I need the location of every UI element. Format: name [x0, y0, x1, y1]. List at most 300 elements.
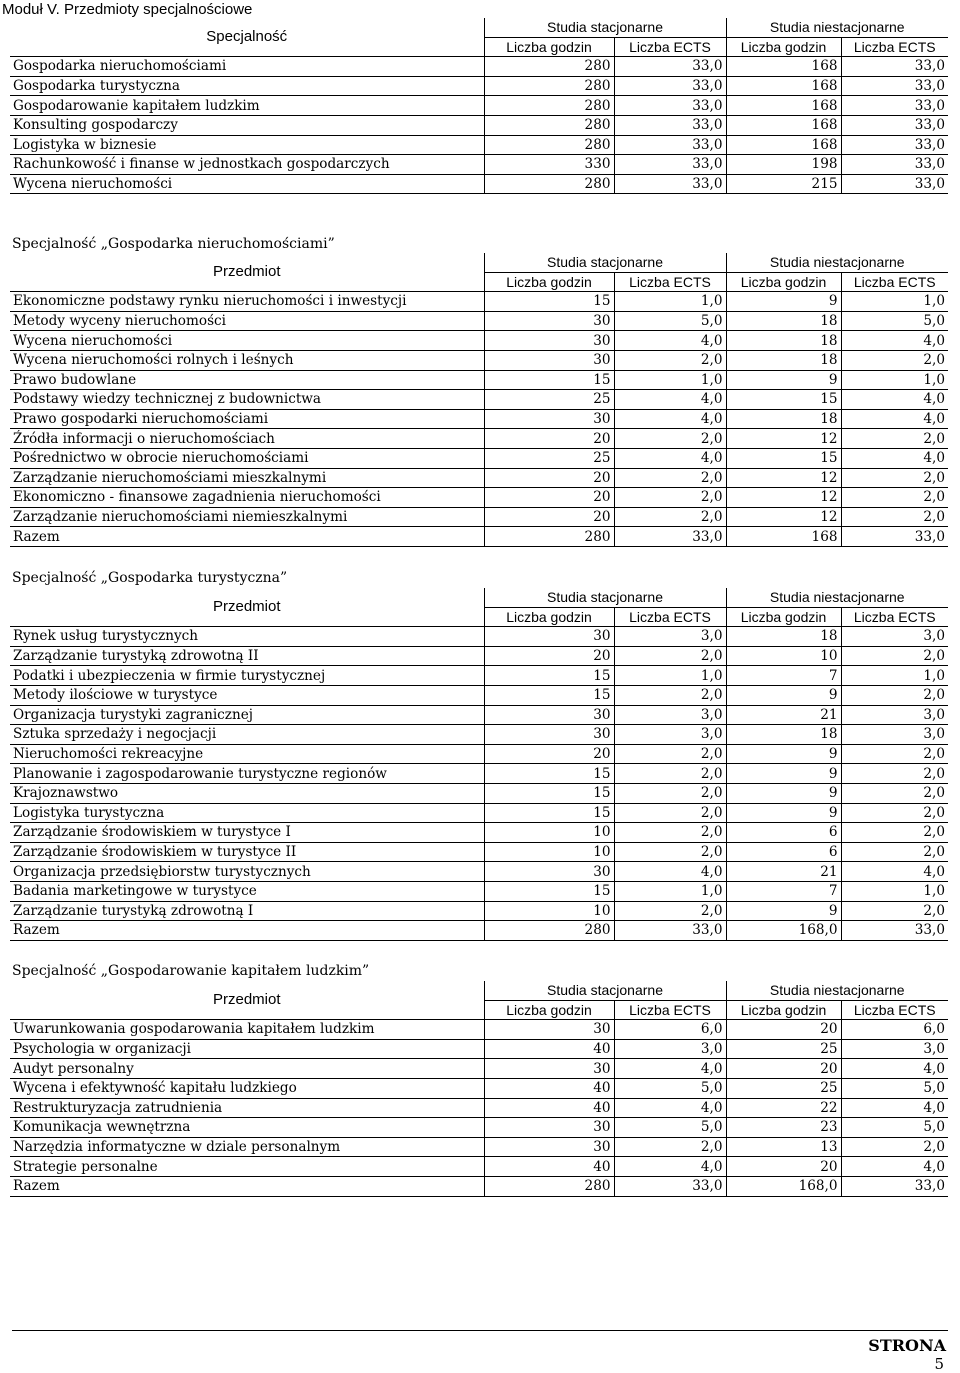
row-value: 18 [726, 331, 841, 351]
row-value: 2,0 [841, 429, 948, 449]
header-przedmiot: Przedmiot [212, 598, 281, 616]
row-label: Audyt personalny [10, 1059, 484, 1079]
row-value: 10 [726, 646, 841, 666]
header-stacjonarne: Studia stacjonarne [484, 981, 726, 1000]
row-value: 5,0 [841, 1118, 948, 1138]
row-value: 30 [484, 331, 614, 351]
row-value: 3,0 [841, 725, 948, 745]
row-value: 2,0 [614, 803, 726, 823]
summary-table [10, 18, 948, 194]
row-value: 15 [484, 881, 614, 901]
row-value: 25 [726, 1039, 841, 1059]
table-row [10, 803, 948, 823]
row-value: 5,0 [614, 1118, 726, 1138]
row-value: 2,0 [614, 901, 726, 921]
row-label: Podatki i ubezpieczenia w firmie turystycznej [10, 666, 484, 686]
row-value: 168,0 [726, 921, 841, 941]
row-value: 33,0 [841, 135, 948, 155]
row-value: 2,0 [614, 1137, 726, 1157]
row-value: 33,0 [614, 921, 726, 941]
table-row [10, 527, 948, 547]
header-przedmiot: Przedmiot [212, 263, 281, 281]
row-label: Psychologia w organizacji [10, 1039, 484, 1059]
row-label: Restrukturyzacja zatrudnienia [10, 1098, 484, 1118]
row-value: 33,0 [841, 527, 948, 547]
row-value: 4,0 [841, 448, 948, 468]
header-ects: Liczba ECTS [614, 607, 726, 627]
row-value: 5,0 [841, 1078, 948, 1098]
row-label: Logistyka turystyczna [10, 803, 484, 823]
row-value: 4,0 [614, 331, 726, 351]
row-label: Rynek usług turystycznych [10, 627, 484, 647]
row-label: Metody ilościowe w turystyce [10, 685, 484, 705]
row-value: 2,0 [841, 1137, 948, 1157]
row-value: 23 [726, 1118, 841, 1138]
row-value: 33,0 [614, 155, 726, 175]
row-value: 6,0 [841, 1020, 948, 1040]
row-value: 168 [726, 527, 841, 547]
row-label: Komunikacja wewnętrzna [10, 1118, 484, 1138]
header-godzin: Liczba godzin [484, 607, 614, 627]
row-value: 33,0 [841, 921, 948, 941]
row-value: 280 [484, 921, 614, 941]
row-value: 4,0 [841, 390, 948, 410]
row-value: 280 [484, 1176, 614, 1196]
row-value: 33,0 [614, 115, 726, 135]
row-value: 2,0 [614, 507, 726, 527]
row-value: 15 [484, 783, 614, 803]
row-value: 40 [484, 1157, 614, 1177]
row-value: 20 [726, 1059, 841, 1079]
table-row [10, 409, 948, 429]
page-title: Moduł V. Przedmioty specjalnościowe [2, 1, 253, 18]
row-value: 1,0 [614, 881, 726, 901]
row-value: 3,0 [841, 1039, 948, 1059]
row-value: 1,0 [614, 370, 726, 390]
row-label: Wycena nieruchomości [10, 174, 484, 194]
row-value: 33,0 [841, 57, 948, 77]
row-label: Konsulting gospodarczy [10, 115, 484, 135]
row-value: 33,0 [614, 57, 726, 77]
table-row [10, 1059, 948, 1079]
header-godzin: Liczba godzin [726, 37, 841, 57]
table-body [10, 1020, 948, 1196]
row-value: 30 [484, 311, 614, 331]
row-label: Gospodarowanie kapitałem ludzkim [10, 96, 484, 116]
header-ects: Liczba ECTS [841, 1000, 948, 1020]
header-specjalnosc: Specjalność [206, 28, 288, 46]
row-value: 20 [484, 744, 614, 764]
row-value: 30 [484, 862, 614, 882]
table-row [10, 57, 948, 77]
row-value: 33,0 [614, 527, 726, 547]
table-turystyka [10, 588, 948, 941]
table-row [10, 135, 948, 155]
row-value: 2,0 [614, 429, 726, 449]
row-value: 6 [726, 823, 841, 843]
header-godzin: Liczba godzin [484, 1000, 614, 1020]
row-value: 2,0 [841, 744, 948, 764]
row-label: Zarządzanie środowiskiem w turystyce I [10, 823, 484, 843]
row-label: Gospodarka nieruchomościami [10, 57, 484, 77]
header-niestacjonarne: Studia niestacjonarne [726, 18, 948, 37]
row-value: 215 [726, 174, 841, 194]
row-value: 2,0 [841, 350, 948, 370]
row-label: Wycena nieruchomości [10, 331, 484, 351]
row-value: 2,0 [841, 783, 948, 803]
row-value: 30 [484, 1059, 614, 1079]
row-value: 280 [484, 57, 614, 77]
row-value: 33,0 [841, 155, 948, 175]
row-value: 3,0 [614, 1039, 726, 1059]
row-value: 13 [726, 1137, 841, 1157]
row-value: 330 [484, 155, 614, 175]
row-value: 280 [484, 115, 614, 135]
row-value: 9 [726, 901, 841, 921]
row-value: 2,0 [841, 507, 948, 527]
row-value: 25 [726, 1078, 841, 1098]
row-value: 168 [726, 57, 841, 77]
row-value: 33,0 [841, 1176, 948, 1196]
row-label: Badania marketingowe w turystyce [10, 881, 484, 901]
row-value: 4,0 [841, 331, 948, 351]
row-value: 15 [484, 666, 614, 686]
row-value: 18 [726, 350, 841, 370]
row-value: 2,0 [841, 468, 948, 488]
table-row [10, 1137, 948, 1157]
row-value: 5,0 [614, 1078, 726, 1098]
header-ects: Liczba ECTS [841, 37, 948, 57]
table-row [10, 744, 948, 764]
row-value: 15 [484, 370, 614, 390]
row-value: 21 [726, 705, 841, 725]
header-ects: Liczba ECTS [614, 272, 726, 292]
section-title-nieruchomosci: Specjalność „Gospodarka nieruchomościami” [12, 236, 335, 252]
row-value: 9 [726, 764, 841, 784]
table-row [10, 1098, 948, 1118]
row-value: 168 [726, 96, 841, 116]
header-ects: Liczba ECTS [841, 607, 948, 627]
row-value: 20 [484, 507, 614, 527]
table-row [10, 646, 948, 666]
row-value: 2,0 [841, 646, 948, 666]
row-label: Razem [10, 921, 484, 941]
row-label: Prawo budowlane [10, 370, 484, 390]
table-row [10, 764, 948, 784]
row-value: 18 [726, 311, 841, 331]
header-godzin: Liczba godzin [484, 272, 614, 292]
row-value: 3,0 [614, 627, 726, 647]
row-value: 3,0 [614, 725, 726, 745]
row-label: Metody wyceny nieruchomości [10, 311, 484, 331]
row-value: 168 [726, 76, 841, 96]
row-value: 33,0 [614, 96, 726, 116]
row-label: Źródła informacji o nieruchomościach [10, 429, 484, 449]
footer-page-label: STRONA [868, 1336, 946, 1355]
section-title-kapital: Specjalność „Gospodarowanie kapitałem ludzkim” [12, 963, 370, 979]
row-value: 30 [484, 627, 614, 647]
row-value: 4,0 [614, 862, 726, 882]
row-value: 2,0 [614, 350, 726, 370]
row-label: Podstawy wiedzy technicznej z budownictwa [10, 390, 484, 410]
header-stacjonarne: Studia stacjonarne [484, 588, 726, 607]
row-value: 15 [484, 685, 614, 705]
row-value: 2,0 [841, 842, 948, 862]
row-label: Narzędzia informatyczne w dziale personalnym [10, 1137, 484, 1157]
footer-page-number: 5 [934, 1355, 944, 1373]
summary-body [10, 57, 948, 194]
table-row [10, 842, 948, 862]
row-label: Sztuka sprzedaży i negocjacji [10, 725, 484, 745]
row-label: Rachunkowość i finanse w jednostkach gospodarczych [10, 155, 484, 175]
table-row [10, 705, 948, 725]
row-value: 9 [726, 744, 841, 764]
row-value: 2,0 [841, 901, 948, 921]
row-value: 198 [726, 155, 841, 175]
row-value: 280 [484, 174, 614, 194]
row-value: 1,0 [614, 292, 726, 312]
header-przedmiot: Przedmiot [212, 991, 281, 1009]
table-nieruchomosci [10, 253, 948, 547]
row-value: 20 [484, 468, 614, 488]
row-value: 1,0 [841, 292, 948, 312]
row-value: 33,0 [841, 96, 948, 116]
header-ects: Liczba ECTS [841, 272, 948, 292]
row-value: 25 [484, 448, 614, 468]
row-value: 4,0 [614, 390, 726, 410]
row-value: 2,0 [614, 488, 726, 508]
row-value: 4,0 [841, 862, 948, 882]
table-row [10, 1157, 948, 1177]
table-row [10, 881, 948, 901]
row-value: 18 [726, 627, 841, 647]
row-value: 15 [484, 292, 614, 312]
header-niestacjonarne: Studia niestacjonarne [726, 588, 948, 607]
header-ects: Liczba ECTS [614, 1000, 726, 1020]
table-row [10, 862, 948, 882]
row-value: 15 [726, 448, 841, 468]
row-value: 33,0 [614, 1176, 726, 1196]
table-row [10, 488, 948, 508]
section-title-turystyka: Specjalność „Gospodarka turystyczna” [12, 570, 288, 586]
header-godzin: Liczba godzin [484, 37, 614, 57]
row-value: 40 [484, 1098, 614, 1118]
row-value: 33,0 [614, 135, 726, 155]
row-value: 40 [484, 1078, 614, 1098]
table-row [10, 1118, 948, 1138]
row-value: 12 [726, 488, 841, 508]
row-value: 1,0 [841, 881, 948, 901]
row-value: 4,0 [614, 1157, 726, 1177]
row-label: Strategie personalne [10, 1157, 484, 1177]
row-value: 20 [726, 1020, 841, 1040]
table-row [10, 666, 948, 686]
row-value: 30 [484, 1137, 614, 1157]
row-value: 33,0 [841, 115, 948, 135]
table-row [10, 331, 948, 351]
row-label: Zarządzanie nieruchomościami niemieszkalnymi [10, 507, 484, 527]
row-label: Zarządzanie turystyką zdrowotną I [10, 901, 484, 921]
table-row [10, 468, 948, 488]
table-row [10, 783, 948, 803]
header-godzin: Liczba godzin [726, 272, 841, 292]
row-label: Zarządzanie środowiskiem w turystyce II [10, 842, 484, 862]
table-row [10, 1078, 948, 1098]
row-value: 168,0 [726, 1176, 841, 1196]
table-row [10, 155, 948, 175]
row-value: 6,0 [614, 1020, 726, 1040]
row-value: 2,0 [841, 685, 948, 705]
row-value: 280 [484, 135, 614, 155]
table-row [10, 627, 948, 647]
row-value: 168 [726, 115, 841, 135]
table-row [10, 507, 948, 527]
row-value: 280 [484, 96, 614, 116]
row-value: 4,0 [841, 1157, 948, 1177]
table-row [10, 370, 948, 390]
row-value: 3,0 [841, 705, 948, 725]
footer-divider [12, 1330, 948, 1331]
row-value: 9 [726, 292, 841, 312]
row-label: Ekonomiczno - finansowe zagadnienia nieruchomości [10, 488, 484, 508]
table-row [10, 292, 948, 312]
row-value: 4,0 [841, 1098, 948, 1118]
row-label: Organizacja przedsiębiorstw turystycznych [10, 862, 484, 882]
table-row [10, 350, 948, 370]
row-value: 33,0 [614, 174, 726, 194]
row-label: Organizacja turystyki zagranicznej [10, 705, 484, 725]
table-row [10, 311, 948, 331]
header-ects: Liczba ECTS [614, 37, 726, 57]
table-row [10, 96, 948, 116]
row-label: Ekonomiczne podstawy rynku nieruchomości i inwestycji [10, 292, 484, 312]
row-value: 1,0 [841, 666, 948, 686]
table-row [10, 685, 948, 705]
row-value: 30 [484, 1020, 614, 1040]
table-row [10, 429, 948, 449]
row-value: 6 [726, 842, 841, 862]
table-row [10, 76, 948, 96]
row-value: 22 [726, 1098, 841, 1118]
row-value: 9 [726, 685, 841, 705]
row-value: 2,0 [614, 744, 726, 764]
row-value: 12 [726, 507, 841, 527]
header-niestacjonarne: Studia niestacjonarne [726, 253, 948, 272]
row-value: 280 [484, 76, 614, 96]
row-value: 1,0 [614, 666, 726, 686]
row-value: 5,0 [614, 311, 726, 331]
row-value: 30 [484, 350, 614, 370]
row-value: 20 [484, 646, 614, 666]
row-value: 2,0 [841, 803, 948, 823]
row-value: 10 [484, 842, 614, 862]
table-row [10, 921, 948, 941]
table-row [10, 823, 948, 843]
table-row [10, 448, 948, 468]
row-value: 168 [726, 135, 841, 155]
table-row [10, 174, 948, 194]
row-value: 18 [726, 725, 841, 745]
row-label: Nieruchomości rekreacyjne [10, 744, 484, 764]
row-value: 15 [484, 764, 614, 784]
table-body [10, 292, 948, 547]
table-row [10, 390, 948, 410]
row-label: Razem [10, 527, 484, 547]
row-value: 2,0 [841, 488, 948, 508]
row-value: 30 [484, 409, 614, 429]
row-value: 4,0 [614, 1059, 726, 1079]
row-label: Krajoznawstwo [10, 783, 484, 803]
row-value: 4,0 [841, 1059, 948, 1079]
row-value: 4,0 [841, 409, 948, 429]
row-value: 280 [484, 527, 614, 547]
row-value: 2,0 [614, 823, 726, 843]
row-value: 30 [484, 725, 614, 745]
row-value: 20 [484, 429, 614, 449]
row-value: 12 [726, 468, 841, 488]
row-value: 4,0 [614, 1098, 726, 1118]
table-row [10, 901, 948, 921]
row-value: 20 [726, 1157, 841, 1177]
row-value: 18 [726, 409, 841, 429]
row-value: 30 [484, 1118, 614, 1138]
row-value: 4,0 [614, 409, 726, 429]
table-row [10, 1176, 948, 1196]
row-value: 33,0 [841, 76, 948, 96]
row-value: 9 [726, 803, 841, 823]
table-kapital [10, 981, 948, 1197]
row-label: Wycena i efektywność kapitału ludzkiego [10, 1078, 484, 1098]
row-value: 2,0 [614, 685, 726, 705]
row-value: 2,0 [614, 764, 726, 784]
header-godzin: Liczba godzin [726, 1000, 841, 1020]
row-label: Pośrednictwo w obrocie nieruchomościami [10, 448, 484, 468]
header-godzin: Liczba godzin [726, 607, 841, 627]
row-label: Prawo gospodarki nieruchomościami [10, 409, 484, 429]
table-body [10, 627, 948, 941]
header-niestacjonarne: Studia niestacjonarne [726, 981, 948, 1000]
table-row [10, 1020, 948, 1040]
row-value: 7 [726, 666, 841, 686]
row-value: 20 [484, 488, 614, 508]
row-value: 9 [726, 370, 841, 390]
row-value: 2,0 [614, 783, 726, 803]
table-row [10, 1039, 948, 1059]
row-value: 1,0 [841, 370, 948, 390]
row-value: 33,0 [841, 174, 948, 194]
row-value: 4,0 [614, 448, 726, 468]
row-value: 33,0 [614, 76, 726, 96]
row-label: Planowanie i zagospodarowanie turystyczne regionów [10, 764, 484, 784]
row-value: 21 [726, 862, 841, 882]
row-value: 10 [484, 823, 614, 843]
header-stacjonarne: Studia stacjonarne [484, 253, 726, 272]
row-value: 9 [726, 783, 841, 803]
row-label: Uwarunkowania gospodarowania kapitałem ludzkim [10, 1020, 484, 1040]
row-value: 30 [484, 705, 614, 725]
row-value: 12 [726, 429, 841, 449]
row-value: 10 [484, 901, 614, 921]
row-value: 3,0 [841, 627, 948, 647]
row-value: 2,0 [841, 823, 948, 843]
table-row [10, 115, 948, 135]
row-value: 15 [726, 390, 841, 410]
row-value: 2,0 [614, 646, 726, 666]
row-label: Wycena nieruchomości rolnych i leśnych [10, 350, 484, 370]
row-value: 15 [484, 803, 614, 823]
row-label: Zarządzanie turystyką zdrowotną II [10, 646, 484, 666]
row-label: Logistyka w biznesie [10, 135, 484, 155]
